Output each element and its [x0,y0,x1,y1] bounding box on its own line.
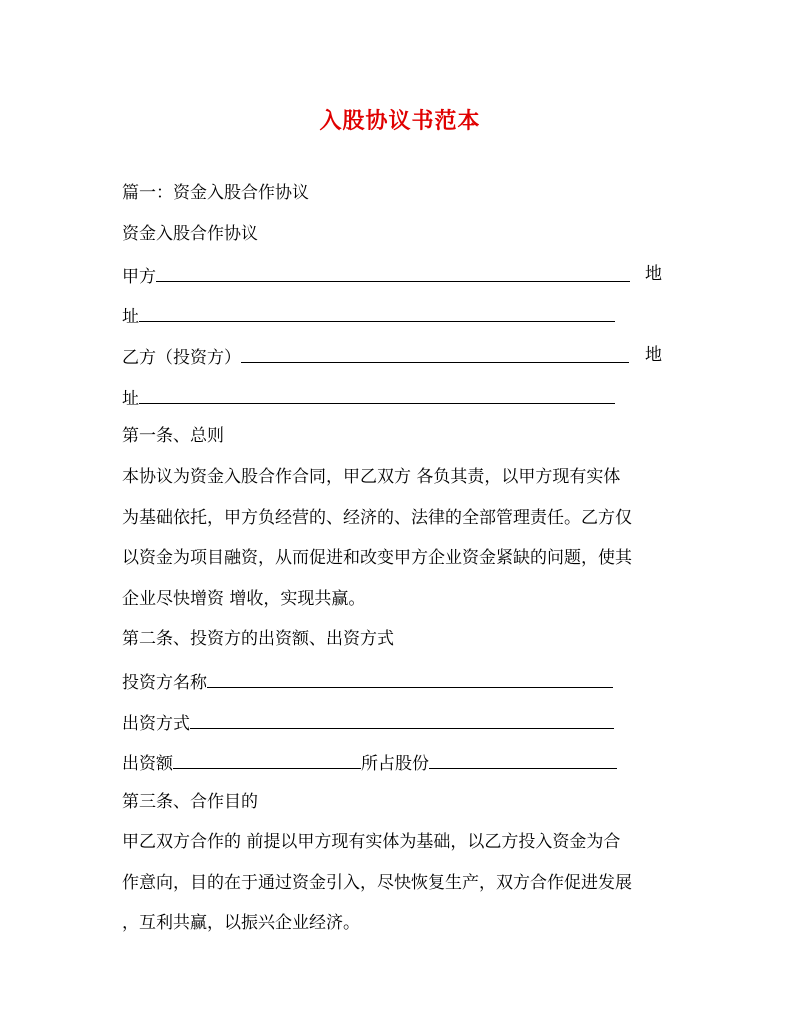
part-one-heading: 篇一：资金入股合作协议 [122,183,309,203]
party-a-blank[interactable] [156,262,630,282]
article1-line: 为基础依托，甲方负经营的、经济的、法律的全部管理责任。乙方仅 [122,508,632,528]
share-blank[interactable] [429,749,617,769]
agreement-subtitle: 资金入股合作协议 [122,224,258,244]
contribution-amount-blank[interactable] [173,749,361,769]
article1-line: 本协议为资金入股合作合同，甲乙双方 各负其责，以甲方现有实体 [122,467,621,487]
address-label-second: 址 [122,307,139,327]
article3-line: 甲乙双方合作的 前提以甲方现有实体为基础，以乙方投入资金为合 [122,832,621,852]
article1-heading: 第一条、总则 [122,426,224,446]
address2-label-second: 址 [122,389,139,409]
party-b-line [122,343,629,370]
contribution-amount-label: 出资额 [122,754,173,774]
contribution-method-blank[interactable] [190,709,614,729]
party-a-label: 甲方 [122,267,156,287]
article3-line: 作意向，目的在于通过资金引入，尽快恢复生产，双方合作促进发展 [122,873,632,893]
investor-name-blank[interactable] [207,668,613,688]
investor-name-line [122,668,613,695]
document-title: 入股协议书范本 [319,108,481,134]
party-b-address-blank[interactable] [139,384,615,404]
party-b-address-line [122,384,615,411]
article3-line: ，互利共赢，以振兴企业经济。 [122,913,360,933]
investor-name-label: 投资方名称 [122,673,207,693]
contribution-method-line [122,709,614,736]
party-b-label: 乙方（投资方） [122,348,241,368]
contribution-method-label: 出资方式 [122,714,190,734]
party-b-blank[interactable] [241,343,629,363]
article2-heading: 第二条、投资方的出资额、出资方式 [122,629,394,649]
party-a-address-line [122,302,615,329]
party-a-address-blank[interactable] [139,302,615,322]
share-label: 所占股份 [361,754,429,774]
address2-label-first: 地 [645,345,662,365]
party-a-line [122,262,630,289]
article3-heading: 第三条、合作目的 [122,792,258,812]
article1-line: 企业尽快增资 增收，实现共赢。 [122,589,366,609]
article1-line: 以资金为项目融资，从而促进和改变甲方企业资金紧缺的问题，使其 [122,548,632,568]
contribution-amount-line [122,749,617,776]
address-label-first: 地 [645,264,662,284]
